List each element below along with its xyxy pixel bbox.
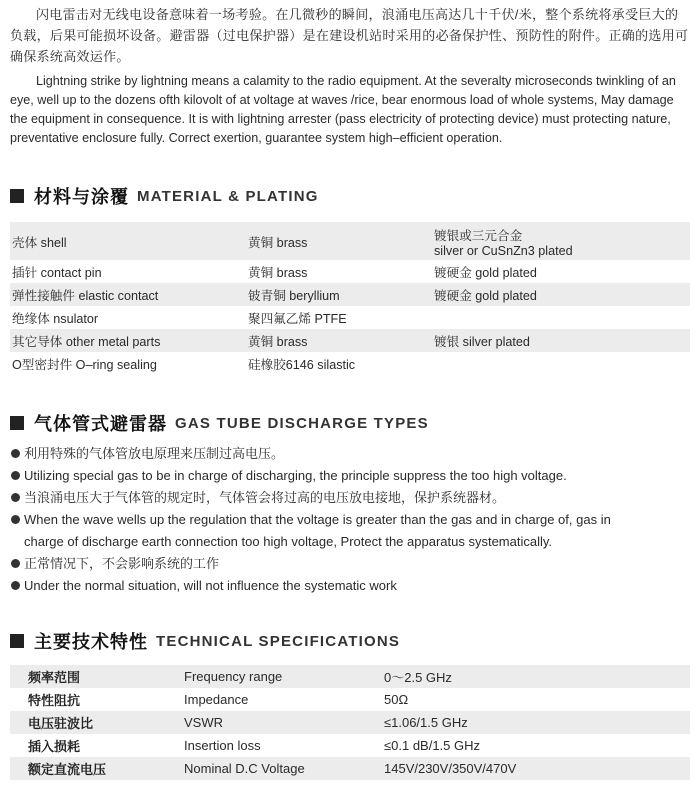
part-cell: 插针 contact pin	[12, 266, 102, 280]
specs-heading-cn: 主要技术特性	[34, 632, 148, 652]
bullet-icon	[11, 559, 20, 568]
plating-cell: 镀银 silver plated	[434, 335, 530, 349]
table-row	[10, 711, 690, 734]
bullet-icon	[11, 515, 20, 524]
intro-chinese-paragraph: 闪电雷击对无线电设备意味着一场考验。在几微秒的瞬间，浪涌电压高达几十千伏/米，整个系统将承受巨大的负载，后果可能损坏设备。避雷器（过电保护器）是在建设机站时采用的必备保护性、预防性的附件。正确的选用可确保系统高效运作。	[10, 7, 689, 64]
plating-cell	[434, 306, 690, 329]
spec-name-cn: 频率范围	[28, 670, 81, 685]
table-row	[10, 283, 690, 306]
bullet-icon	[11, 581, 20, 590]
bullet-icon	[11, 493, 20, 502]
table-row	[10, 260, 690, 283]
list-item	[10, 575, 690, 597]
square-bullet-icon	[10, 189, 24, 203]
table-row	[10, 665, 690, 688]
plating-line-2: silver or CuSnZn3 plated	[434, 243, 573, 258]
spec-table	[10, 665, 690, 780]
table-row	[10, 734, 690, 757]
part-cell: 绝缘体 nsulator	[12, 312, 99, 326]
spec-name-en: Frequency range	[184, 669, 283, 684]
list-item	[10, 509, 690, 553]
square-bullet-icon	[10, 634, 24, 648]
intro-english-paragraph: Lightning strike by lightning means a calamity to the radio equipment. At the severalty microseconds twinkling of an eye, well up to the dozens ofth kilovolt of at voltage at waves /rice, bear enormous load of whole systems, May damage the equipment in consequence. It is with lightning arrester (pass electricity of protecting device) must protecting nature, preventative enclosure fully. Correct exertion, guarantee system high–efficient operation.	[10, 74, 676, 145]
material-heading-en: MATERIAL & PLATING	[137, 187, 319, 205]
plating-line-1: 镀银或三元合金	[434, 228, 523, 243]
table-row	[10, 329, 690, 352]
spec-name-cn: 电压驻波比	[28, 716, 94, 731]
bullet-icon	[11, 471, 20, 480]
material-table	[10, 222, 690, 375]
spec-value: ≤0.1 dB/1.5 GHz	[384, 738, 481, 753]
table-row	[10, 306, 690, 329]
material-cell: 铍青铜 beryllium	[248, 289, 340, 303]
list-item	[10, 553, 690, 575]
table-row	[10, 688, 690, 711]
bullet-icon	[11, 449, 20, 458]
plating-cell: 镀硬金 gold plated	[434, 266, 537, 280]
specs-heading-en: TECHNICAL SPECIFICATIONS	[156, 632, 401, 650]
material-cell: 聚四氟乙烯 PTFE	[248, 312, 347, 326]
plating-cell: 镀硬金 gold plated	[434, 289, 537, 303]
part-cell: 弹性接触件 elastic contact	[12, 289, 159, 303]
gas-heading	[10, 410, 429, 436]
list-item-continuation: charge of discharge earth connection too high voltage, Protect the apparatus systematically.	[24, 534, 553, 549]
spec-value: 50Ω	[384, 692, 409, 707]
spec-name-en: Insertion loss	[184, 738, 261, 753]
material-heading-cn: 材料与涂覆	[34, 187, 129, 207]
spec-name-cn: 插入损耗	[28, 739, 81, 754]
square-bullet-icon	[10, 416, 24, 430]
list-item	[10, 465, 690, 487]
spec-name-en: Nominal D.C Voltage	[184, 761, 305, 776]
list-item-text: Utilizing special gas to be in charge of discharging, the principle suppress the too high voltage.	[24, 468, 567, 483]
spec-value: 145V/230V/350V/470V	[384, 761, 517, 776]
intro-english	[10, 72, 690, 148]
gas-feature-list	[10, 443, 690, 597]
spec-name-cn: 额定直流电压	[28, 762, 107, 777]
spec-value: 0～2.5 GHz	[384, 670, 452, 685]
table-row	[10, 352, 690, 375]
plating-cell	[434, 222, 690, 260]
material-heading	[10, 183, 319, 209]
gas-heading-cn: 气体管式避雷器	[34, 414, 167, 434]
list-item-text: 当浪涌电压大于气体管的规定时，气体管会将过高的电压放电接地，保护系统器材。	[24, 490, 506, 505]
list-item-text: 正常情况下，不会影响系统的工作	[24, 556, 220, 571]
material-cell: 黄铜 brass	[248, 235, 308, 250]
material-cell: 硅橡胶6146 silastic	[248, 358, 356, 372]
spec-value: ≤1.06/1.5 GHz	[384, 715, 468, 730]
plating-cell	[434, 352, 690, 375]
table-row	[10, 757, 690, 780]
part-cell: O型密封件 O–ring sealing	[12, 358, 157, 372]
list-item	[10, 443, 690, 465]
intro-chinese	[10, 4, 690, 67]
part-cell: 壳体 shell	[12, 235, 67, 250]
gas-heading-en: GAS TUBE DISCHARGE TYPES	[175, 414, 429, 432]
spec-name-cn: 特性阻抗	[28, 693, 81, 708]
material-cell: 黄铜 brass	[248, 266, 308, 280]
spec-name-en: VSWR	[184, 715, 223, 730]
list-item	[10, 487, 690, 509]
material-cell: 黄铜 brass	[248, 335, 308, 349]
list-item-text: 利用特殊的气体管放电原理来压制过高电压。	[24, 446, 285, 461]
list-item-text: When the wave wells up the regulation that the voltage is greater than the gas and in charge of, gas in	[24, 512, 611, 527]
table-row	[10, 222, 690, 260]
part-cell: 其它导体 other metal parts	[12, 335, 161, 349]
list-item-text: Under the normal situation, will not influence the systematic work	[24, 578, 397, 593]
specs-heading	[10, 628, 400, 654]
spec-name-en: Impedance	[184, 692, 249, 707]
